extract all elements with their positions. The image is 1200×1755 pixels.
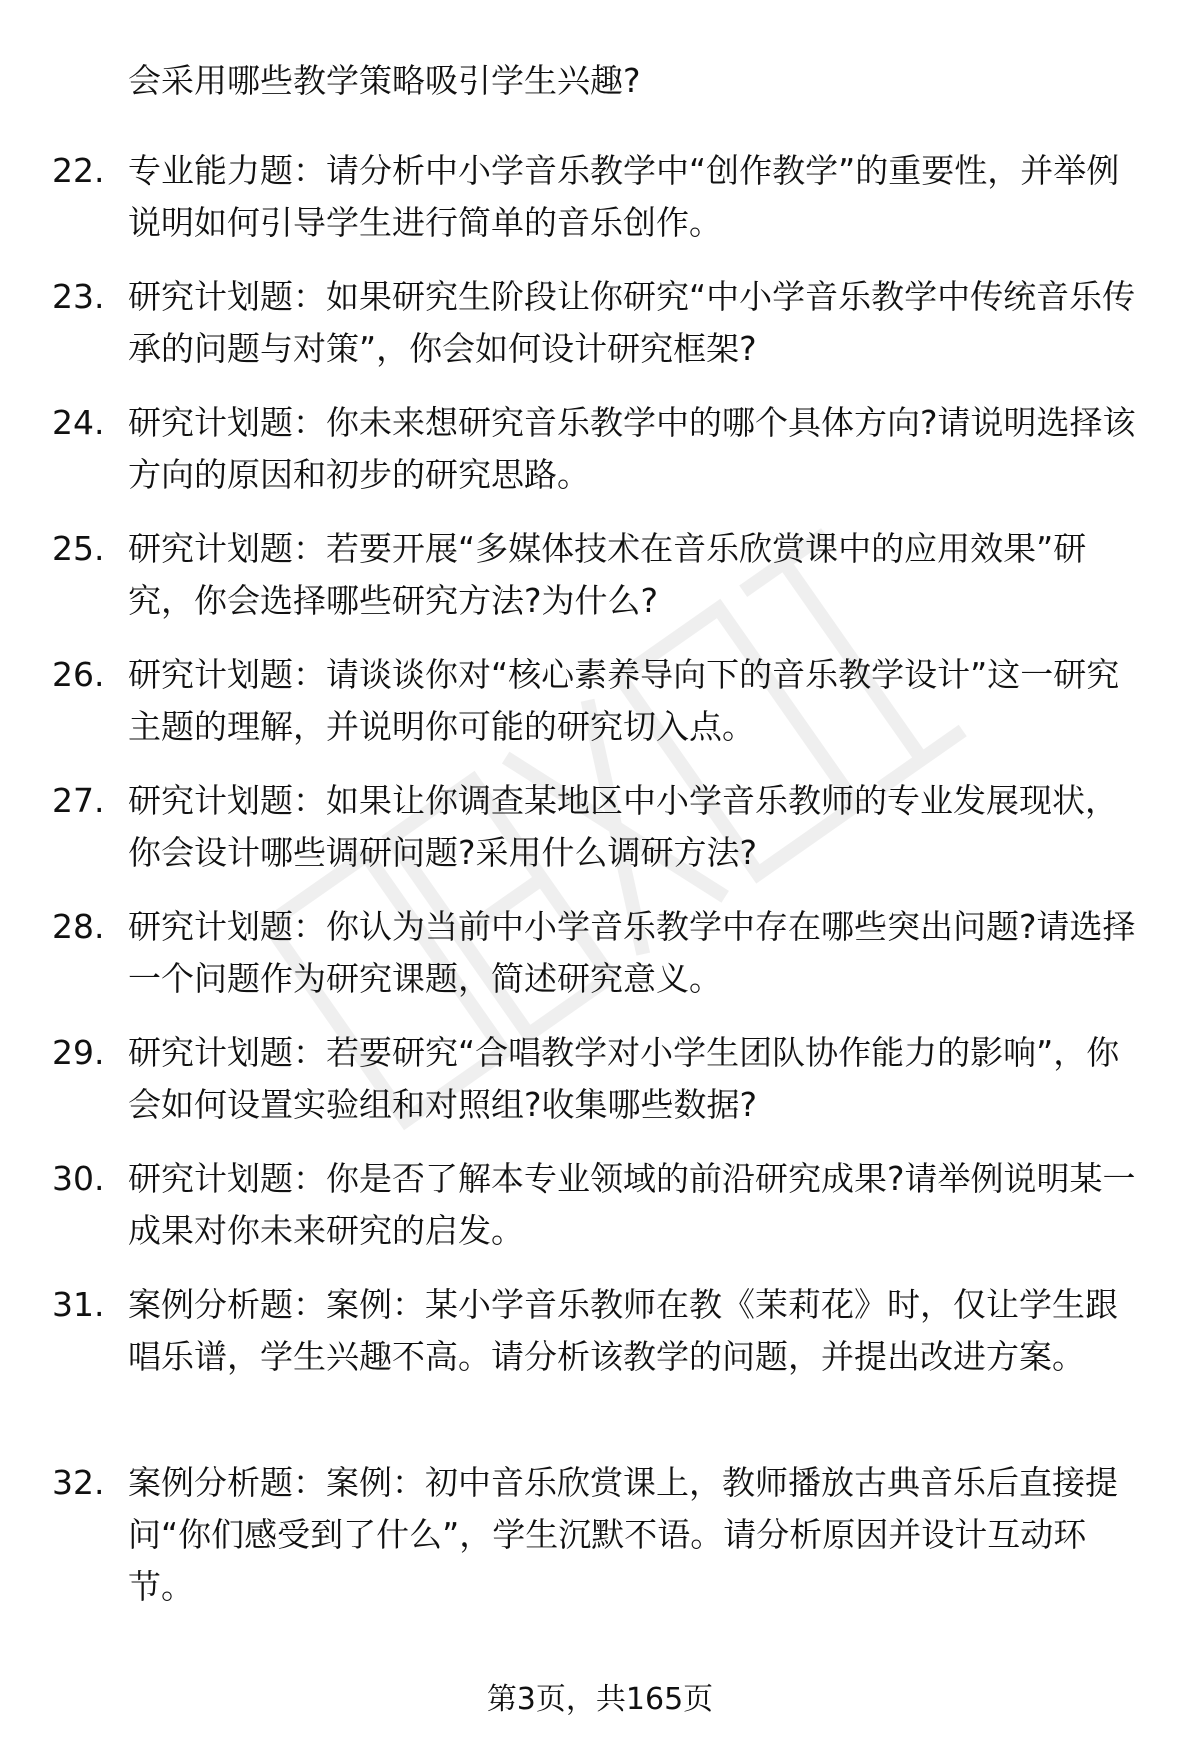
- question-text: 案例分析题：案例：某小学音乐教师在教《茉莉花》时，仅让学生跟唱乐谱，学生兴趣不高。请分析该教学的问题，并提出改进方案。: [128, 1285, 1118, 1376]
- question-number: 22.: [52, 151, 105, 190]
- list-item: [0, 901, 1200, 1023]
- question-number: 25.: [52, 529, 105, 568]
- question-text: 研究计划题：若要开展“多媒体技术在音乐欣赏课中的应用效果”研究，你会选择哪些研究方法?为什么?: [128, 529, 1087, 620]
- question-text: 研究计划题：请谈谈你对“核心素养导向下的音乐教学设计”这一研究主题的理解，并说明你可能的研究切入点。: [128, 655, 1120, 746]
- list-item: [0, 397, 1200, 519]
- question-text: 专业能力题：请分析中小学音乐教学中“创作教学”的重要性，并举例说明如何引导学生进行简单的音乐创作。: [128, 151, 1120, 242]
- question-number: 30.: [52, 1159, 105, 1198]
- question-text: 研究计划题：你是否了解本专业领域的前沿研究成果?请举例说明某一成果对你未来研究的启发。: [128, 1159, 1136, 1250]
- question-number: 32.: [52, 1463, 105, 1502]
- list-item: [0, 523, 1200, 645]
- list-item: [0, 1153, 1200, 1275]
- question-number: 26.: [52, 655, 105, 694]
- question-number: 23.: [52, 277, 105, 316]
- list-item: [0, 1027, 1200, 1149]
- list-item: [0, 271, 1200, 393]
- continuation-text: 会采用哪些教学策略吸引学生兴趣?: [128, 61, 641, 100]
- question-text: 研究计划题：你认为当前中小学音乐教学中存在哪些突出问题?请选择一个问题作为研究课题，简述研究意义。: [128, 907, 1136, 998]
- question-number: 31.: [52, 1285, 105, 1324]
- list-item: [0, 1279, 1200, 1453]
- question-text: 研究计划题：如果研究生阶段让你研究“中小学音乐教学中传统音乐传承的问题与对策”，你会如何设计研究框架?: [128, 277, 1136, 368]
- question-number: 27.: [52, 781, 105, 820]
- question-number: 29.: [52, 1033, 105, 1072]
- list-item: [0, 145, 1200, 267]
- page-indicator: 第3页，共165页: [486, 1682, 714, 1717]
- list-item: [0, 775, 1200, 897]
- question-text: 研究计划题：你未来想研究音乐教学中的哪个具体方向?请说明选择该方向的原因和初步的研究思路。: [128, 403, 1136, 494]
- list-item: [0, 649, 1200, 771]
- question-text: 案例分析题：案例：初中音乐欣赏课上，教师播放古典音乐后直接提问“你们感受到了什么”，学生沉默不语。请分析原因并设计互动环节。: [128, 1463, 1118, 1606]
- question-text: 研究计划题：如果让你调查某地区中小学音乐教师的专业发展现状，你会设计哪些调研问题?采用什么调研方法?: [128, 781, 1118, 872]
- question-number: 28.: [52, 907, 105, 946]
- question-text: 研究计划题：若要研究“合唱教学对小学生团队协作能力的影响”，你会如何设置实验组和对照组?收集哪些数据?: [128, 1033, 1120, 1124]
- list-item: [0, 1457, 1200, 1631]
- question-list: [0, 145, 1200, 1635]
- question-number: 24.: [52, 403, 105, 442]
